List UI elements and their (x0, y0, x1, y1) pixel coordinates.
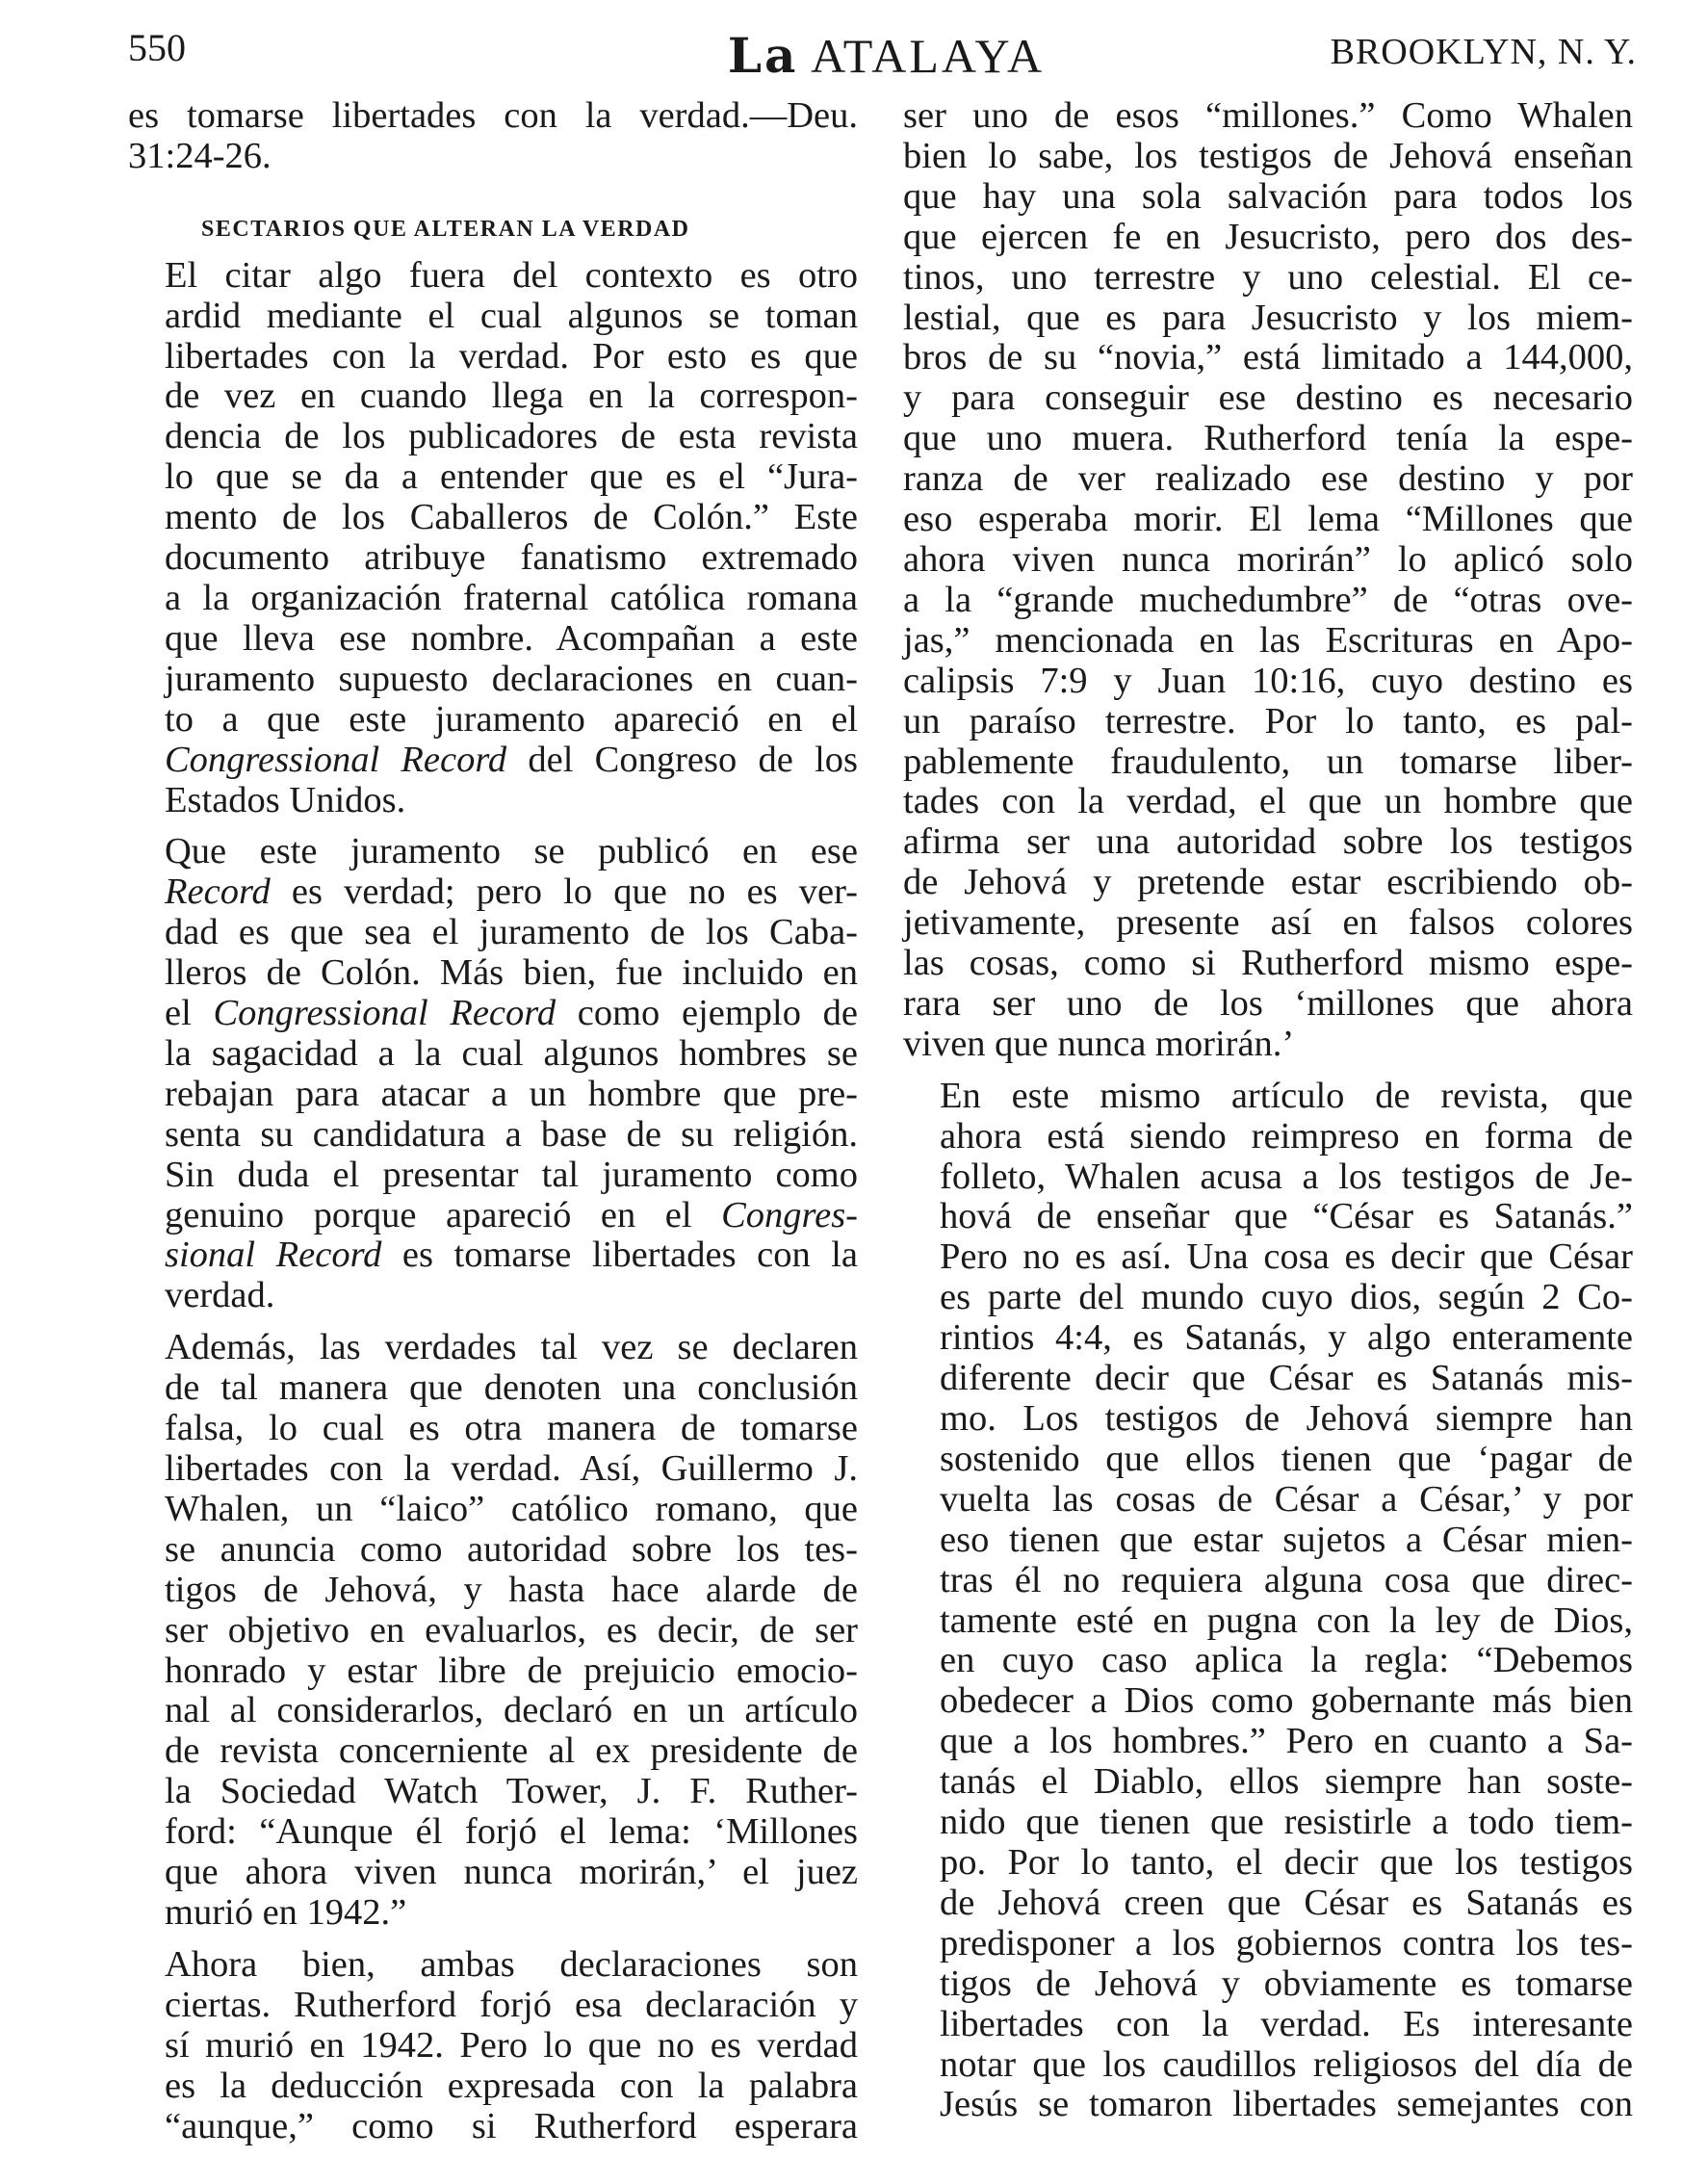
text-line: de revista concerniente al ex presidente de (165, 1730, 858, 1772)
paragraph (903, 96, 1633, 1065)
text-line: tamente esté en pugna con la ley de Dios, (940, 1599, 1633, 1641)
text-line: lestial, que es para Jesucristo y los miem- (903, 297, 1633, 338)
paragraph (128, 1328, 858, 1934)
text-line: de Jehová creen que César es Satanás es (940, 1882, 1633, 1923)
italic-title: Record (165, 871, 271, 913)
text-line: po. Por lo tanto, el decir que los testigos (940, 1841, 1633, 1883)
text-line: tades con la verdad, el que un hombre que (903, 781, 1633, 822)
text-line: “aunque,” como si Rutherford esperara (165, 2105, 858, 2146)
masthead-prefix: La (727, 27, 799, 84)
text-line: eso esperaba morir. El lema “Millones que (903, 499, 1633, 540)
text-line: bros de su “novia,” está limitado a 144,000, (903, 337, 1633, 378)
text-line: pablemente fraudulento, un tomarse liber- (903, 741, 1633, 782)
text-line: un paraíso terrestre. Por lo tanto, es pal- (903, 700, 1633, 741)
text-line: Además, las verdades tal vez se declaren (165, 1327, 858, 1368)
page-header (128, 21, 1644, 89)
paragraph (128, 832, 858, 1316)
text-line: libertades con la verdad. Así, Guillermo J. (165, 1448, 858, 1489)
text-line: que ahora viven nunca morirán,’ el juez (165, 1852, 858, 1893)
left-column (128, 96, 858, 2158)
text-line: jas,” mencionada en las Escrituras en Apo- (903, 619, 1633, 661)
text-line: notar que los caudillos religiosos del día de (940, 2043, 1633, 2085)
text-line: libertades con la verdad. Es interesante (940, 2003, 1633, 2044)
text-line: Sin duda el presentar tal juramento como (165, 1154, 858, 1195)
text-line: ranza de ver realizado ese destino y por (903, 458, 1633, 500)
text-line: senta su candidatura a base de su religión. (165, 1113, 858, 1155)
text-line: dencia de los publicadores de esta revista (165, 416, 858, 457)
text-line: Que este juramento se publicó en ese (165, 831, 858, 872)
text-line: ser uno de esos “millones.” Como Whalen (903, 95, 1633, 136)
text-line: tras él no requiera alguna cosa que direc- (940, 1559, 1633, 1600)
text-line: predisponer a los gobiernos contra los tes- (940, 1922, 1633, 1963)
text-line: se anuncia como autoridad sobre los tes- (165, 1528, 858, 1570)
text-line: rebajan para atacar a un hombre que pre- (165, 1073, 858, 1114)
text-line: que hay una sola salvación para todos los (903, 175, 1633, 217)
text-line: que a los hombres.” Pero en cuanto a Sa- (940, 1721, 1633, 1762)
text-line: documento atribuye fanatismo extremado (165, 537, 858, 579)
text-line: obedecer a Dios como gobernante más bien (940, 1680, 1633, 1722)
text-line: verdad. (165, 1275, 275, 1316)
text-line: a la “grande muchedumbre” de “otras ove- (903, 579, 1633, 620)
text-line: ser objetivo en evaluarlos, es decir, de ser (165, 1609, 858, 1651)
text-line: de Jehová y pretende estar escribiendo ob- (903, 862, 1633, 903)
text-line: rara ser uno de los ‘millones que ahora (903, 982, 1633, 1024)
text-line: vuelta las cosas de César a César,’ y por (940, 1478, 1633, 1520)
text-line: dad es que sea el juramento de los Caba- (165, 912, 858, 953)
text-line: ciertas. Rutherford forjó esa declaración y (165, 1984, 858, 2025)
text-line: lleros de Colón. Más bien, fue incluido en (165, 952, 858, 994)
text-line: mento de los Caballeros de Colón.” Este (165, 497, 858, 538)
text-line: las cosas, como si Rutherford mismo espe- (903, 943, 1633, 984)
text-line: que lleva ese nombre. Acompañan a este (165, 617, 858, 659)
text-line: Whalen, un “laico” católico romano, que (165, 1488, 858, 1529)
text-line: Record es verdad; pero lo que no es ver- (165, 871, 858, 913)
paragraph (903, 1077, 1633, 2126)
text-line: En este mismo artículo de revista, que (940, 1075, 1633, 1116)
italic-title: Congres- (721, 1194, 858, 1235)
text-line: en cuyo caso aplica la regla: “Debemos (940, 1640, 1633, 1681)
text-line: de tal manera que denoten una conclusión (165, 1367, 858, 1409)
text-line: Ahora bien, ambas declaraciones son (165, 1943, 858, 1985)
text-line: hová de enseñar que “César es Satanás.” (940, 1196, 1633, 1237)
text-line: Congressional Record del Congreso de los (165, 739, 858, 780)
text-line: sostenido que ellos tienen que ‘pagar de (940, 1438, 1633, 1479)
text-line: falsa, lo cual es otra manera de tomarse (165, 1408, 858, 1449)
text-line: la sagacidad a la cual algunos hombres se (165, 1032, 858, 1074)
text-line: sional Record es tomarse libertades con la (165, 1235, 858, 1276)
text-line: y para conseguir ese destino es necesario (903, 377, 1633, 419)
text-line: diferente decir que César es Satanás mis- (940, 1358, 1633, 1399)
text-line: nido que tienen que resistirle a todo tiem- (940, 1802, 1633, 1843)
text-line: 31:24-26. (128, 135, 272, 176)
text-line: bien lo sabe, los testigos de Jehová enseñan (903, 135, 1633, 176)
text-line: de vez en cuando llega en la correspon- (165, 376, 858, 417)
text-line: genuino porque apareció en el Congres- (165, 1194, 858, 1235)
text-line: ahora está siendo reimpreso en forma de (940, 1115, 1633, 1157)
text-line: es parte del mundo cuyo dios, según 2 Co- (940, 1277, 1633, 1318)
text-line: tigos de Jehová y obviamente es tomarse (940, 1963, 1633, 2004)
text-line: Pero no es así. Una cosa es decir que César (940, 1236, 1633, 1278)
text-line: viven que nunca morirán.’ (903, 1023, 1295, 1064)
text-line: murió en 1942.” (165, 1891, 407, 1933)
text-line: ford: “Aunque él forjó el lema: ‘Millones (165, 1811, 858, 1853)
text-line: a la organización fraternal católica romana (165, 577, 858, 618)
text-line: El citar algo fuera del contexto es otro (165, 254, 858, 296)
paragraph (128, 256, 858, 821)
right-column (903, 96, 1633, 2137)
text-line: Jesús se tomaron libertades semejantes con (940, 2084, 1633, 2125)
text-line: juramento supuesto declaraciones en cuan- (165, 658, 858, 699)
text-line: folleto, Whalen acusa a los testigos de Je- (940, 1156, 1633, 1197)
text-line: jetivamente, presente así en falsos colores (903, 902, 1633, 944)
italic-title: Congressional Record (213, 993, 556, 1034)
text-line: es la deducción expresada con la palabra (165, 2065, 858, 2106)
text-line: que ejercen fe en Jesucristo, pero dos des- (903, 216, 1633, 257)
text-line: afirma ser una autoridad sobre los testigos (903, 821, 1633, 863)
text-line: eso tienen que estar sujetos a César mien- (940, 1519, 1633, 1560)
text-line: ardid mediante el cual algunos se toman (165, 295, 858, 336)
paragraph (128, 96, 858, 177)
text-line: rintios 4:4, es Satanás, y algo enteramente (940, 1317, 1633, 1359)
text-line: tanás el Diablo, ellos siempre han soste- (940, 1761, 1633, 1803)
italic-title: sional Record (165, 1235, 382, 1276)
page-number: 550 (128, 26, 186, 69)
text-line: sí murió en 1942. Pero lo que no es verdad (165, 2024, 858, 2066)
text-line: lo que se da a entender que es el “Jura- (165, 456, 858, 498)
text-line: el Congressional Record como ejemplo de (165, 993, 858, 1034)
text-line: to a que este juramento apareció en el (165, 698, 858, 740)
text-line: nal al considerarlos, declaró en un artículo (165, 1690, 858, 1731)
text-line: tigos de Jehová, y hasta hace alarde de (165, 1569, 858, 1610)
text-line: mo. Los testigos de Jehová siempre han (940, 1398, 1633, 1439)
text-line: tinos, uno terrestre y uno celestial. El ce- (903, 256, 1633, 298)
paragraph (128, 1945, 858, 2147)
text-line: calipsis 7:9 y Juan 10:16, cuyo destino es (903, 660, 1633, 701)
section-heading: SECTARIOS QUE ALTERAN LA VERDAD (201, 216, 690, 242)
text-line: honrado y estar libre de prejuicio emocio- (165, 1650, 858, 1691)
text-line: que uno muera. Rutherford tenía la espe- (903, 418, 1633, 459)
text-line: ahora viven nunca morirán” lo aplicó solo (903, 538, 1633, 580)
text-line: libertades con la verdad. Por esto es que (165, 335, 858, 377)
publication-location: BROOKLYN, N. Y. (1330, 32, 1637, 72)
text-line: la Sociedad Watch Tower, J. F. Ruther- (165, 1771, 858, 1812)
masthead-title: ATALAYA (811, 29, 1046, 83)
italic-title: Congressional Record (165, 739, 507, 780)
text-line: es tomarse libertades con la verdad.—Deu. (128, 95, 858, 136)
text-line: Estados Unidos. (165, 779, 406, 820)
